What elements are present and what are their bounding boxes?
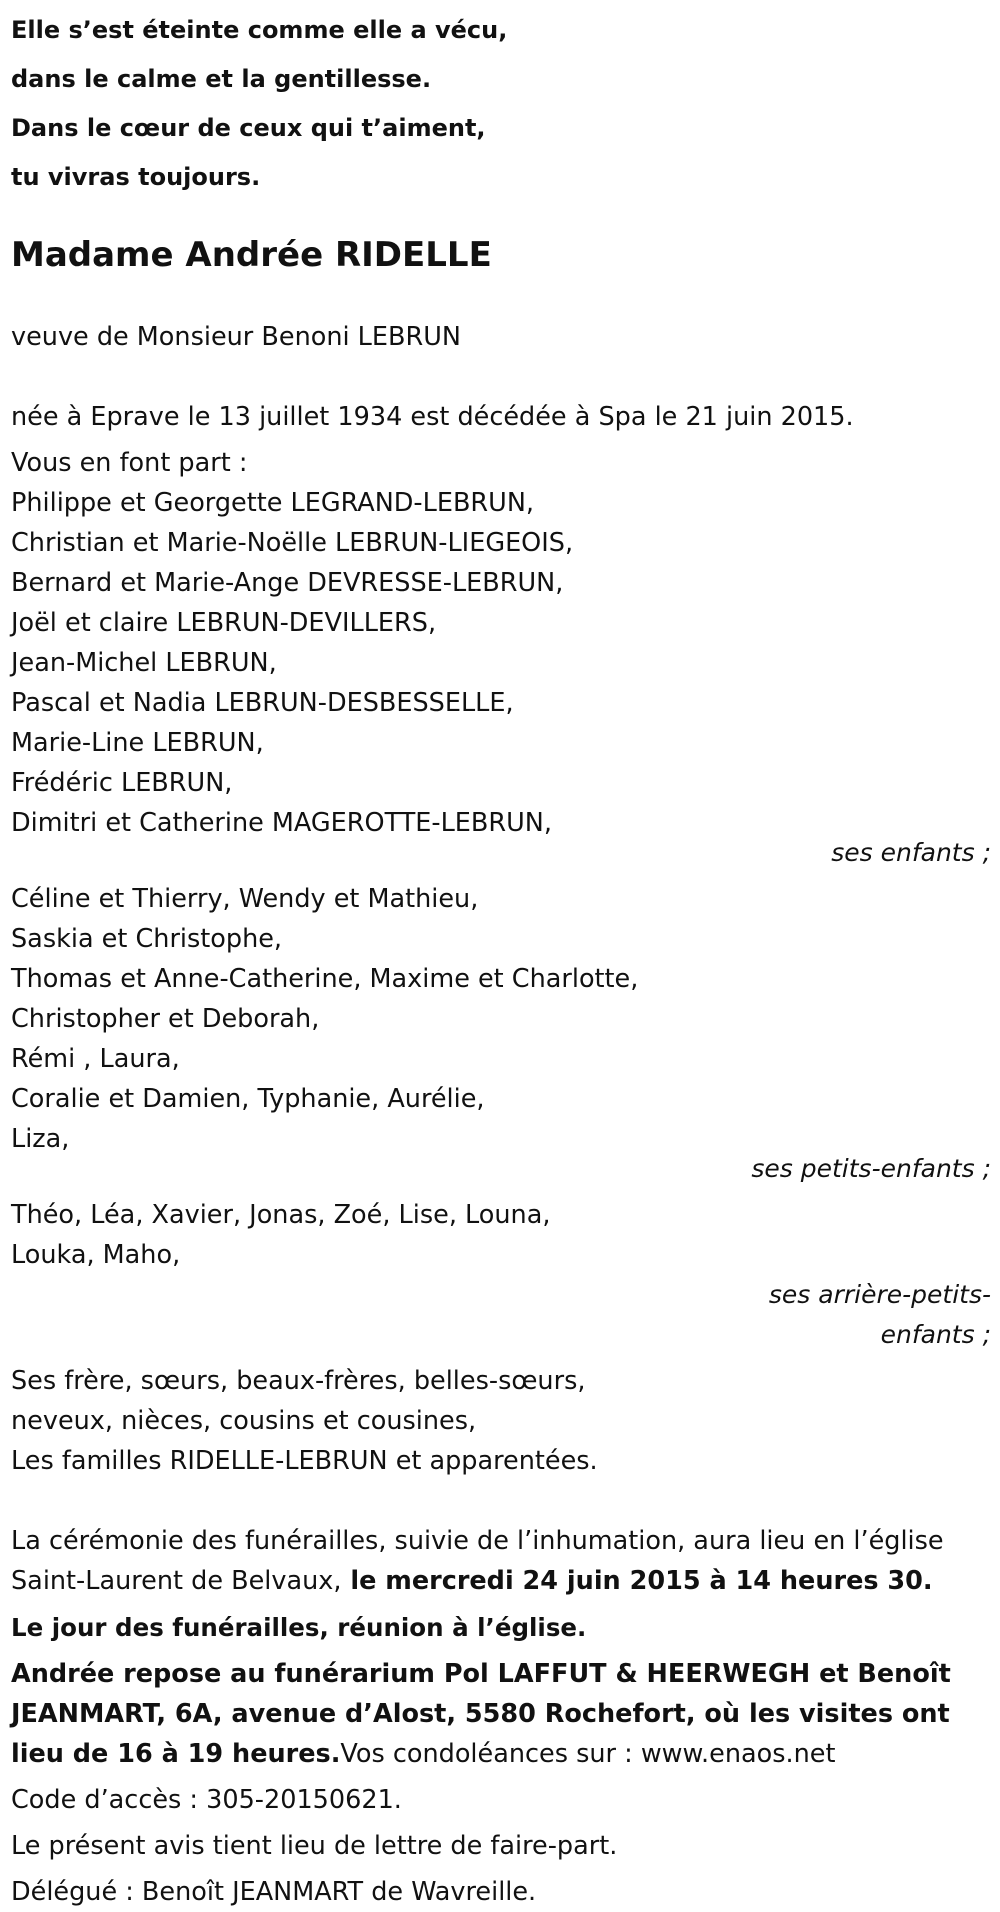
rest-text: Andrée repose au funérarium Pol LAFFUT & HEERWEGH et Benoît JEANMART, 6A, avenue d’Alost, 5580 Rochefort, où les visites ont lieu de 16 à 19 heures. xyxy=(11,1659,951,1769)
relatives-list xyxy=(11,1361,994,1481)
list-item: Christian et Marie-Noëlle LEBRUN-LIEGEOIS, xyxy=(11,528,574,558)
list-item: Bernard et Marie-Ange DEVRESSE-LEBRUN, xyxy=(11,568,564,598)
great-grandchildren-list xyxy=(11,1195,994,1275)
list-item: Jean-Michel LEBRUN, xyxy=(11,648,277,678)
intro-line: tu vivras toujours. xyxy=(11,163,261,191)
list-item: Ses frère, sœurs, beaux-frères, belles-sœurs, xyxy=(11,1366,586,1396)
meeting-line: Le jour des funérailles, réunion à l’église. xyxy=(11,1613,587,1642)
delegate-line: Délégué : Benoît JEANMART de Wavreille. xyxy=(11,1877,537,1907)
intro-line: Dans le cœur de ceux qui t’aiment, xyxy=(11,114,486,142)
grandchildren-list xyxy=(11,879,994,1159)
children-list xyxy=(11,483,994,843)
ceremony-paragraph xyxy=(11,1521,994,1601)
notice-line: Le présent avis tient lieu de lettre de faire-part. xyxy=(11,1831,618,1861)
list-item: Coralie et Damien, Typhanie, Aurélie, xyxy=(11,1084,485,1114)
great-grandchildren-label: ses arrière-petits-enfants ; xyxy=(768,1280,991,1349)
list-item: Philippe et Georgette LEGRAND-LEBRUN, xyxy=(11,488,534,518)
intro-line: Elle s’est éteinte comme elle a vécu, xyxy=(11,16,508,44)
list-item: Thomas et Anne-Catherine, Maxime et Charlotte, xyxy=(11,964,639,994)
list-item: Louka, Maho, xyxy=(11,1240,181,1270)
children-label: ses enfants ; xyxy=(831,838,991,867)
list-item: Christopher et Deborah, xyxy=(11,1004,320,1034)
list-item: Liza, xyxy=(11,1124,70,1154)
list-item: Rémi , Laura, xyxy=(11,1044,180,1074)
ceremony-date: le mercredi 24 juin 2015 à 14 heures 30. xyxy=(341,1566,933,1596)
list-item: Marie-Line LEBRUN, xyxy=(11,728,264,758)
list-item: Joël et claire LEBRUN-DEVILLERS, xyxy=(11,608,437,638)
list-item: Céline et Thierry, Wendy et Mathieu, xyxy=(11,884,479,914)
list-item: neveux, nièces, cousins et cousines, xyxy=(11,1406,477,1436)
condolences-text: Vos condoléances sur : www.enaos.net xyxy=(340,1739,836,1769)
list-item: Dimitri et Catherine MAGEROTTE-LEBRUN, xyxy=(11,808,552,838)
widow-line: veuve de Monsieur Benoni LEBRUN xyxy=(11,322,461,352)
rest-paragraph xyxy=(11,1654,994,1774)
announce-line: Vous en font part : xyxy=(11,448,248,478)
intro-line: dans le calme et la gentillesse. xyxy=(11,65,432,93)
deceased-name: Madame Andrée RIDELLE xyxy=(11,235,492,275)
intro-poem xyxy=(11,6,994,202)
ceremony-text: La cérémonie des funérailles, suivie de l’inhumation, aura lieu en l’église Saint-Laurent de Belvaux, xyxy=(11,1526,944,1596)
list-item: Théo, Léa, Xavier, Jonas, Zoé, Lise, Louna, xyxy=(11,1200,551,1230)
grandchildren-label: ses petits-enfants ; xyxy=(751,1154,991,1183)
list-item: Pascal et Nadia LEBRUN-DESBESSELLE, xyxy=(11,688,514,718)
birth-death-line: née à Eprave le 13 juillet 1934 est décédée à Spa le 21 juin 2015. xyxy=(11,402,854,432)
list-item: Frédéric LEBRUN, xyxy=(11,768,233,798)
list-item: Saskia et Christophe, xyxy=(11,924,283,954)
access-code-line: Code d’accès : 305-20150621. xyxy=(11,1785,402,1815)
obituary-notice xyxy=(11,0,994,1912)
list-item: Les familles RIDELLE-LEBRUN et apparentées. xyxy=(11,1446,598,1476)
